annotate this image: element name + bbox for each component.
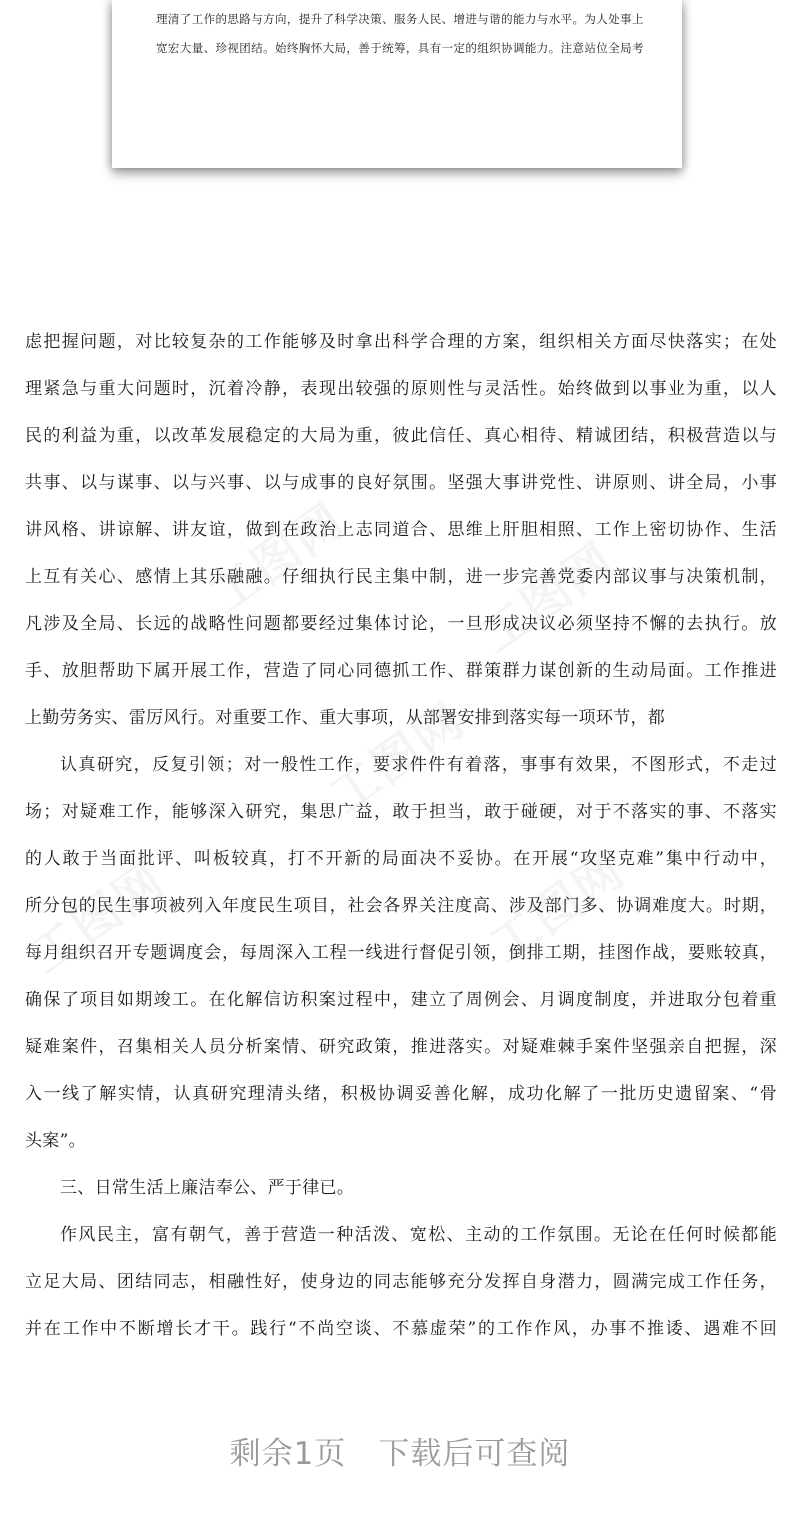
document-line: 上互有关心、感情上其乐融融。仔细执行民主集中制，进一步完善党委内部议事与决策机制， (25, 567, 777, 587)
document-line: 入一线了解实情，认真研究理清头绪，积极协调妥善化解，成功化解了一批历史遗留案、“骨 (25, 1084, 777, 1104)
document-line: 头案”。 (25, 1131, 86, 1151)
preview-text-line: 宽宏大量、珍视团结。始终胸怀大局，善于统筹，具有一定的组织协调能力。注意站位全局考 (156, 41, 644, 55)
document-line: 疑难案件，召集相关人员分析案情、研究政策，推进落实。对疑难棘手案件坚强亲自把握，深 (25, 1037, 777, 1057)
document-line: 并在工作中不断增长才干。践行“不尚空谈、不慕虚荣”的工作作风，办事不推诿、遇难不回 (25, 1319, 777, 1339)
document-line: 上勤劳务实、雷厉风行。对重要工作、重大事项，从部署安排到落实每一项环节，都 (25, 708, 666, 728)
document-line: 手、放胆帮助下属开展工作，营造了同心同德抓工作、群策群力谋创新的生动局面。工作推进 (25, 661, 777, 681)
document-line: 确保了项目如期竣工。在化解信访积案过程中，建立了周例会、月调度制度，并进取分包着重 (25, 990, 777, 1010)
document-line: 作风民主，富有朝气，善于营造一种活泼、宽松、主动的工作氛围。无论在任何时候都能 (60, 1225, 777, 1245)
preview-text-line: 理清了工作的思路与方向，提升了科学决策、服务人民、增进与谐的能力与水平。为人处事上 (156, 12, 644, 26)
document-line: 认真研究，反复引领；对一般性工作，要求件件有着落，事事有效果，不图形式，不走过 (60, 755, 777, 775)
document-line: 共事、以与谋事、以与兴事、以与成事的良好氛围。坚强大事讲党性、讲原则、讲全局，小事 (25, 473, 777, 493)
watermark (194, 483, 356, 626)
document-line: 民的利益为重，以改革发展稳定的大局为重，彼此信任、真心相待、精诚团结，积极营造以与 (25, 426, 777, 446)
document-line: 讲风格、讲谅解、讲友谊，做到在政治上志同道合、思维上肝胆相照、工作上密切协作、生活 (25, 520, 777, 540)
document-line: 凡涉及全局、长远的战略性问题都要经过集体讨论，一旦形成决议必须坚持不懈的去执行。放 (25, 614, 777, 634)
section-heading: 三、日常生活上廉洁奉公、严于律已。 (60, 1178, 355, 1198)
document-line: 的人敢于当面批评、叫板较真，打不开新的局面决不妥协。在开展“攻坚克难”集中行动中， (25, 849, 777, 869)
document-line: 理紧急与重大问题时，沉着冷静，表现出较强的原则性与灵活性。始终做到以事业为重，以人 (25, 379, 777, 399)
document-line: 每月组织召开专题调度会，每周深入工程一线进行督促引领，倒排工期，挂图作战，要账较真， (25, 943, 777, 963)
watermark (464, 523, 626, 666)
document-line: 立足大局、团结同志，相融性好，使身边的同志能够充分发挥自身潜力，圆满完成工作任务， (25, 1272, 777, 1292)
document-line: 虑把握问题，对比较复杂的工作能够及时拿出科学合理的方案，组织相关方面尽快落实；在处 (25, 332, 777, 352)
remaining-pages-notice[interactable]: 剩余1页 下载后可查阅 (229, 1436, 571, 1472)
preview-page-card (112, 0, 682, 168)
document-line: 场；对疑难工作，能够深入研究，集思广益，敢于担当，敢于碰硬，对于不落实的事、不落实 (25, 802, 777, 822)
document-line: 所分包的民生事项被列入年度民生项目，社会各界关注度高、涉及部门多、协调难度大。时期， (25, 896, 777, 916)
